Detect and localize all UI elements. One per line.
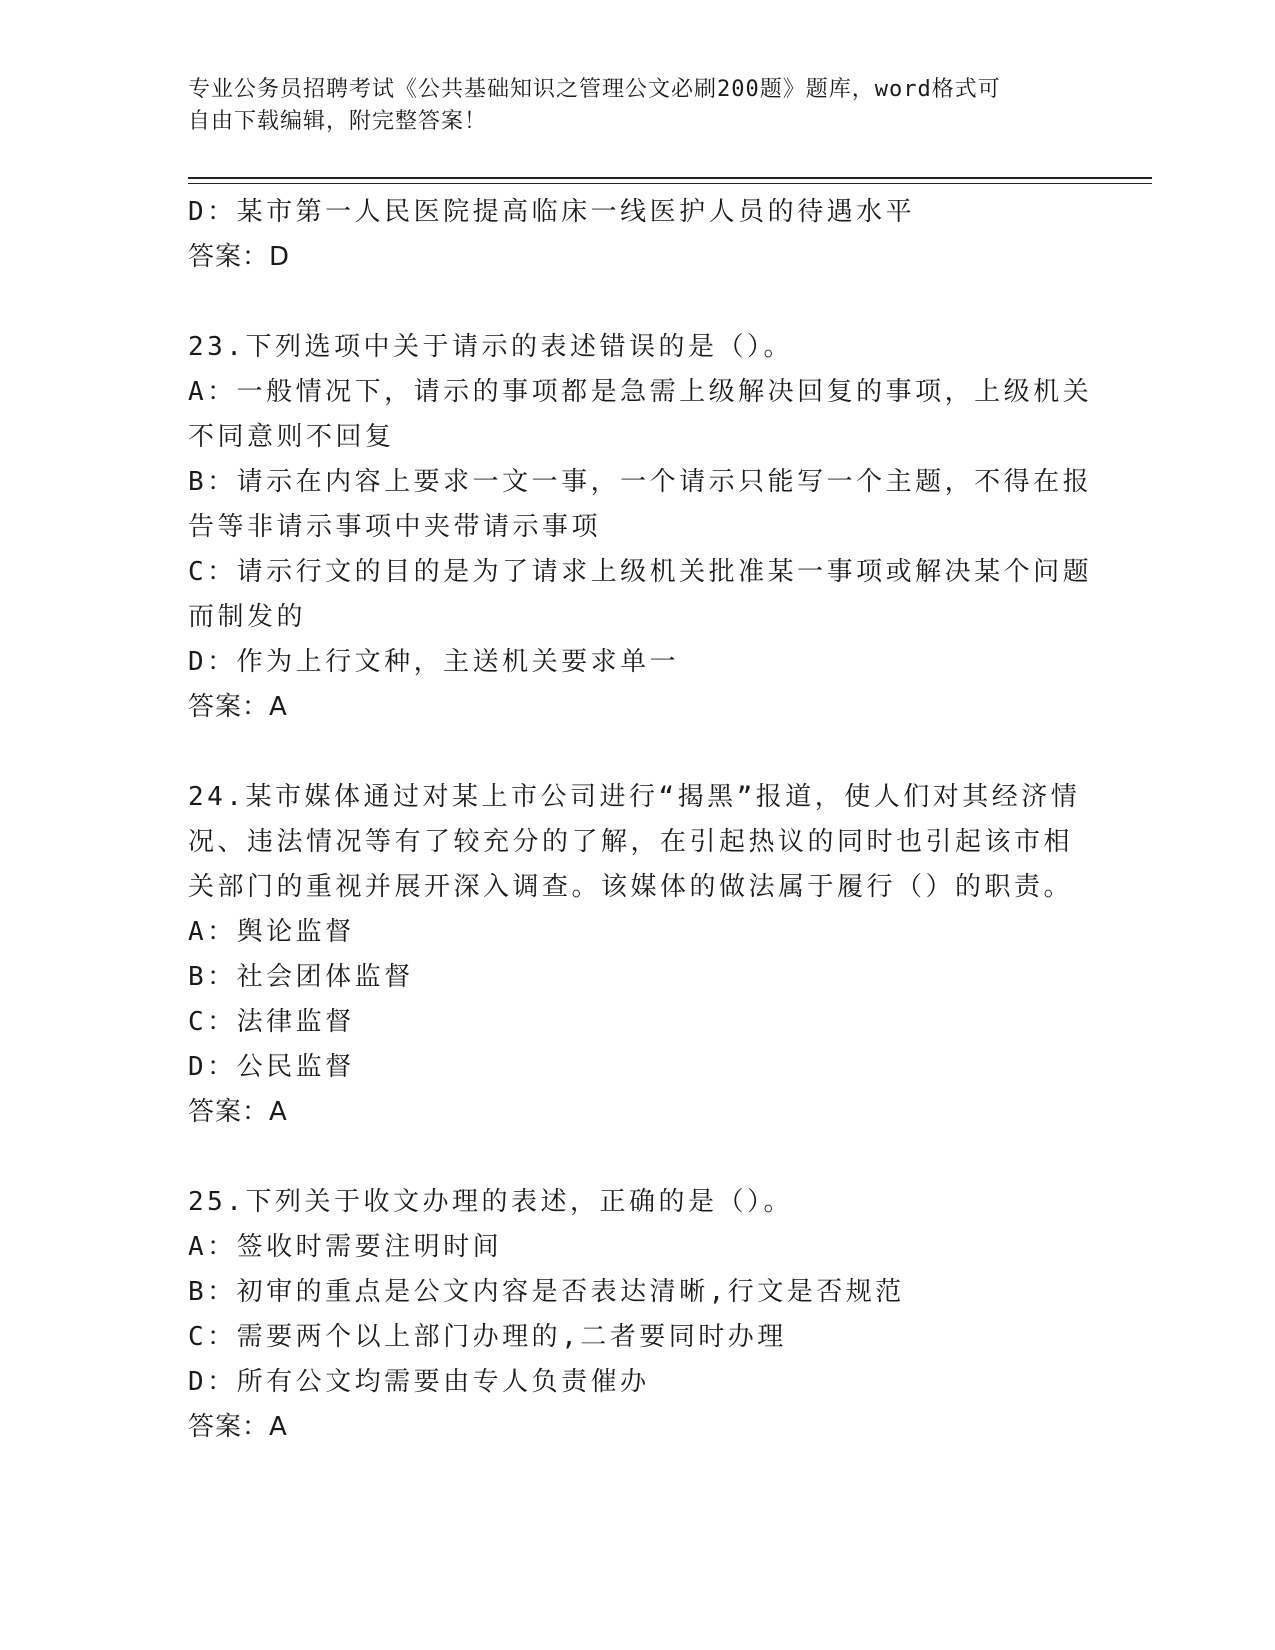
option-a: A：一般情况下，请示的事项都是急需上级解决回复的事项，上级机关 <box>188 377 1093 407</box>
answer: 答案：D <box>188 242 291 272</box>
spacer <box>188 730 1088 775</box>
option-a-cont: 不同意则不回复 <box>188 422 395 452</box>
spacer <box>188 1135 1088 1180</box>
option-d: D：所有公文均需要由专人负责催办 <box>188 1367 650 1397</box>
question-stem: 24.某市媒体通过对某上市公司进行“揭黑”报道，使人们对其经济情 <box>188 782 1081 812</box>
option-a: A：签收时需要注明时间 <box>188 1232 503 1262</box>
header-line-2: 自由下载编辑，附完整答案！ <box>188 109 488 134</box>
question-25 <box>188 1180 1088 1450</box>
option-b: B：请示在内容上要求一文一事，一个请示只能写一个主题，不得在报 <box>188 467 1093 497</box>
page-header <box>188 74 1068 138</box>
question-stem-cont: 况、违法情况等有了较充分的了解，在引起热议的同时也引起该市相 <box>188 827 1074 857</box>
answer: 答案：A <box>188 1097 288 1127</box>
question-23 <box>188 325 1093 730</box>
question-stem: 25.下列关于收文办理的表述，正确的是（）。 <box>188 1187 793 1217</box>
question-22 <box>188 190 1088 280</box>
answer: 答案：A <box>188 692 288 722</box>
option-b: B：社会团体监督 <box>188 962 414 992</box>
option-b-cont: 告等非请示事项中夹带请示事项 <box>188 512 602 542</box>
option-c: C：请示行文的目的是为了请求上级机关批准某一事项或解决某个问题 <box>188 557 1093 587</box>
question-stem: 23.下列选项中关于请示的表述错误的是（）。 <box>188 332 793 362</box>
spacer <box>188 280 1088 325</box>
option-d: D：公民监督 <box>188 1052 355 1082</box>
option-d: D：某市第一人民医院提高临床一线医护人员的待遇水平 <box>188 197 916 227</box>
header-rule-thick <box>188 177 1152 179</box>
question-24 <box>188 775 1088 1135</box>
answer: 答案：A <box>188 1412 288 1442</box>
option-d: D：作为上行文种，主送机关要求单一 <box>188 647 680 677</box>
header-rule-thin <box>188 183 1152 184</box>
option-b: B：初审的重点是公文内容是否表达清晰,行文是否规范 <box>188 1277 905 1307</box>
question-stem-cont: 关部门的重视并展开深入调查。该媒体的做法属于履行（）的职责。 <box>188 872 1074 902</box>
question-content <box>188 190 1093 1450</box>
option-c: C：需要两个以上部门办理的,二者要同时办理 <box>188 1322 787 1352</box>
option-c-cont: 而制发的 <box>188 602 307 632</box>
header-line-1: 专业公务员招聘考试《公共基础知识之管理公文必刷200题》题库，word格式可 <box>188 77 1001 102</box>
option-c: C：法律监督 <box>188 1007 355 1037</box>
option-a: A：舆论监督 <box>188 917 355 947</box>
